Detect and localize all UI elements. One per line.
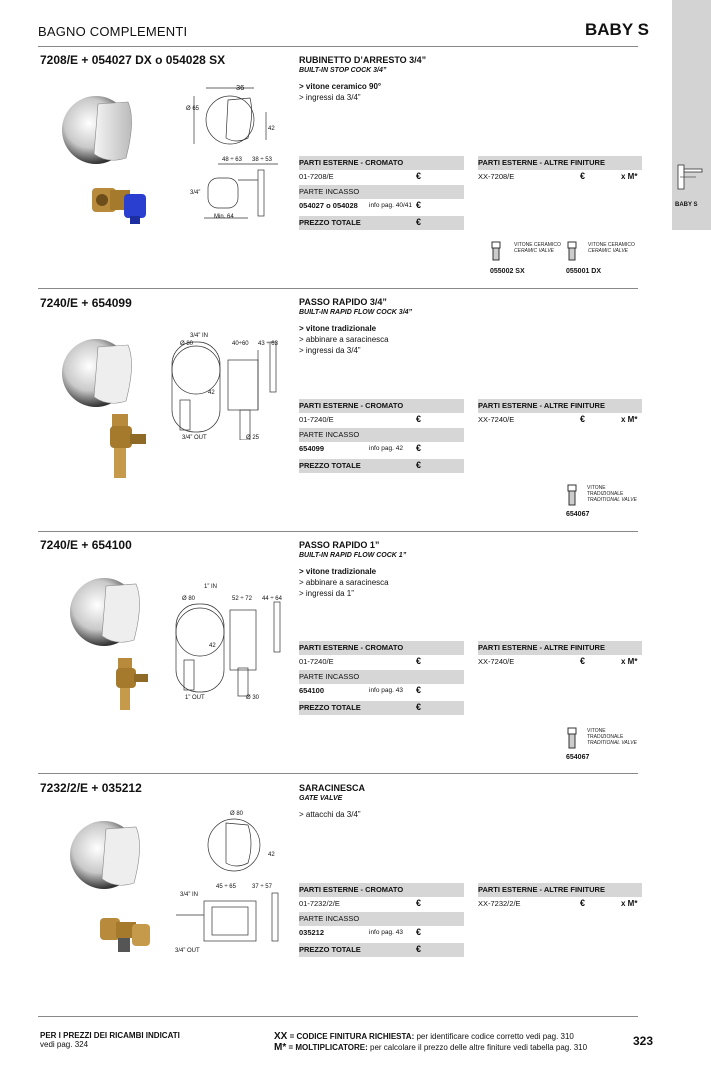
valve-code: 055001 DX [566,268,602,275]
euro-sign: € [416,898,422,908]
product-photo [66,815,156,895]
total-label: PREZZO TOTALE [299,216,464,230]
euro-sign: € [416,217,422,227]
incasso-info: info pag. 43 [369,929,403,936]
euro-sign: € [416,460,422,470]
footer-divider [38,1016,638,1017]
incasso-photo [88,180,158,230]
section-divider [38,288,638,289]
incasso-info: info pag. 40/41 [369,202,413,209]
euro-sign: € [580,171,586,181]
product-title: SARACINESCA [299,783,366,793]
feature-item: > ingressi da 3/4” [299,93,361,102]
dim-label: 45 ÷ 65 [216,884,236,890]
product-subtitle: GATE VALVE [299,795,343,802]
product-subtitle: BUILT-IN RAPID FLOW COCK 3/4” [299,309,413,316]
dim-label: 38 ÷ 53 [252,157,272,163]
technical-drawing [164,590,294,700]
finish-code: XX-7240/E [478,415,515,424]
chrome-code: 01-7232/2/E [299,899,340,908]
dim-label: 3/4” IN [190,333,209,339]
collection-title: BABY S [585,20,649,39]
dim-label: 3/4” OUT [175,948,200,954]
product-title: PASSO RAPIDO 3/4” [299,297,387,307]
valve-label: VITONE TRADIZIONALE TRADITIONAL VALVE [587,728,637,746]
dim-label: 48 ÷ 63 [222,157,242,163]
dim-label: Ø 65 [186,106,200,112]
tap-thumbnail-icon [676,163,706,199]
product-subtitle: BUILT-IN STOP COCK 3/4” [299,67,387,74]
dim-label: 37 ÷ 57 [252,884,272,890]
total-label: PREZZO TOTALE [299,701,464,715]
chrome-header: PARTI ESTERNE - CROMATO [299,641,464,655]
dim-label: 44 ÷ 64 [262,596,282,602]
incasso-info: info pag. 42 [369,445,403,452]
side-tab-label: BABY S [675,202,698,208]
finishes-header: PARTI ESTERNE - ALTRE FINITURE [478,156,642,170]
dim-label: 1” OUT [185,695,205,701]
dim-label: 3/4” [190,190,201,196]
dim-label: 52 ÷ 72 [232,596,252,602]
finish-code: XX-7240/E [478,657,515,666]
footer-note: PER I PREZZI DEI RICAMBI INDICATI vedi pag. 324 [40,1031,180,1049]
incasso-code: 654100 [299,686,325,695]
valve-label: VITONE CERAMICO CERAMIC VALVE [514,242,561,254]
dim-label: 43 ÷ 63 [258,341,278,347]
page-number: 323 [633,1034,654,1048]
dim-label: Ø 80 [182,596,196,602]
incasso-header: PARTE INCASSO [299,185,464,199]
euro-sign: € [416,702,422,712]
dim-label: 42 [208,390,215,396]
euro-sign: € [580,898,586,908]
incasso-photo [108,656,158,714]
euro-sign: € [416,927,422,937]
euro-sign: € [416,685,422,695]
dim-label: Ø 80 [230,811,244,817]
chrome-code: 01-7208/E [299,172,334,181]
valve-code: 055002 SX [490,268,525,275]
dim-label: 36 [236,83,245,92]
section-divider [38,773,638,774]
dim-label: 42 [268,126,275,132]
euro-sign: € [416,171,422,181]
traditional-valve-icon [566,484,578,508]
section-divider [38,531,638,532]
finish-code: XX-7208/E [478,172,515,181]
incasso-photo [100,412,160,482]
finishes-header: PARTI ESTERNE - ALTRE FINITURE [478,399,642,413]
euro-sign: € [580,656,586,666]
multiplier: x M* [621,657,638,666]
finish-code: XX-7232/2/E [478,899,521,908]
product-photo [58,333,148,413]
dim-label: Ø 30 [246,695,260,701]
dim-label: 3/4” IN [180,892,199,898]
chrome-code: 01-7240/E [299,415,334,424]
euro-sign: € [416,443,422,453]
incasso-code: 654099 [299,444,325,453]
multiplier: x M* [621,899,638,908]
valve-code: 654067 [566,754,590,761]
dim-label: Min. 64 [214,214,234,220]
ceramic-valve-icon [566,241,578,263]
incasso-code: 054027 o 054028 [299,201,358,210]
dim-label: 3/4” OUT [182,435,207,441]
finishes-header: PARTI ESTERNE - ALTRE FINITURE [478,641,642,655]
dim-label: 40÷60 [232,341,249,347]
chrome-code: 01-7240/E [299,657,334,666]
product-photo [66,572,156,652]
incasso-header: PARTE INCASSO [299,428,464,442]
ceramic-valve-icon [490,241,502,263]
incasso-code: 035212 [299,928,325,937]
product-photo [58,90,148,170]
technical-drawing [188,80,288,230]
valve-label: VITONE CERAMICO CERAMIC VALVE [588,242,635,254]
dim-label: Ø 25 [246,435,260,441]
euro-sign: € [580,414,586,424]
euro-sign: € [416,656,422,666]
product-title: PASSO RAPIDO 1” [299,540,380,550]
euro-sign: € [416,200,422,210]
incasso-header: PARTE INCASSO [299,670,464,684]
dim-label: Ø 80 [180,341,194,347]
product-subtitle: BUILT-IN RAPID FLOW COCK 1” [299,552,407,559]
product-title: RUBINETTO D’ARRESTO 3/4” [299,55,427,65]
chrome-header: PARTI ESTERNE - CROMATO [299,883,464,897]
dim-label: 42 [209,643,216,649]
feature-bold: > vitone ceramico 90° [299,82,382,91]
total-label: PREZZO TOTALE [299,459,464,473]
feature-list: > attacchi da 3/4” [299,810,361,819]
incasso-header: PARTE INCASSO [299,912,464,926]
footer-legend: XX = CODICE FINITURA RICHIESTA: per identificare codice corretto vedi pag. 310 M* = MOLTIPLICATORE: per calcolare il prezzo delle altre finiture vedi tabella pag. 310 [274,1031,588,1053]
incasso-info: info pag. 43 [369,687,403,694]
valve-label: VITONE TRADIZIONALE TRADITIONAL VALVE [587,485,637,503]
euro-sign: € [416,944,422,954]
finishes-header: PARTI ESTERNE - ALTRE FINITURE [478,883,642,897]
euro-sign: € [416,414,422,424]
chrome-header: PARTI ESTERNE - CROMATO [299,399,464,413]
product-code: 7240/E + 654100 [40,538,132,552]
chrome-header: PARTI ESTERNE - CROMATO [299,156,464,170]
feature-list: > vitone tradizionale > abbinare a saracinesca > ingressi da 1” [299,567,389,598]
incasso-photo [96,910,156,956]
dim-label: 42 [268,852,275,858]
traditional-valve-icon [566,727,578,751]
header-divider [38,46,638,47]
feature-list [299,81,381,103]
valve-code: 654067 [566,511,590,518]
product-code: 7240/E + 654099 [40,296,132,310]
section-title: BAGNO COMPLEMENTI [38,24,188,39]
multiplier: x M* [621,415,638,424]
product-code: 7232/2/E + 035212 [40,781,142,795]
total-label: PREZZO TOTALE [299,943,464,957]
product-code: 7208/E + 054027 DX o 054028 SX [40,53,226,67]
technical-drawing [176,815,296,955]
multiplier: x M* [621,172,638,181]
dim-label: 1” IN [204,584,218,590]
feature-list: > vitone tradizionale > abbinare a saracinesca > ingressi da 3/4” [299,324,389,355]
